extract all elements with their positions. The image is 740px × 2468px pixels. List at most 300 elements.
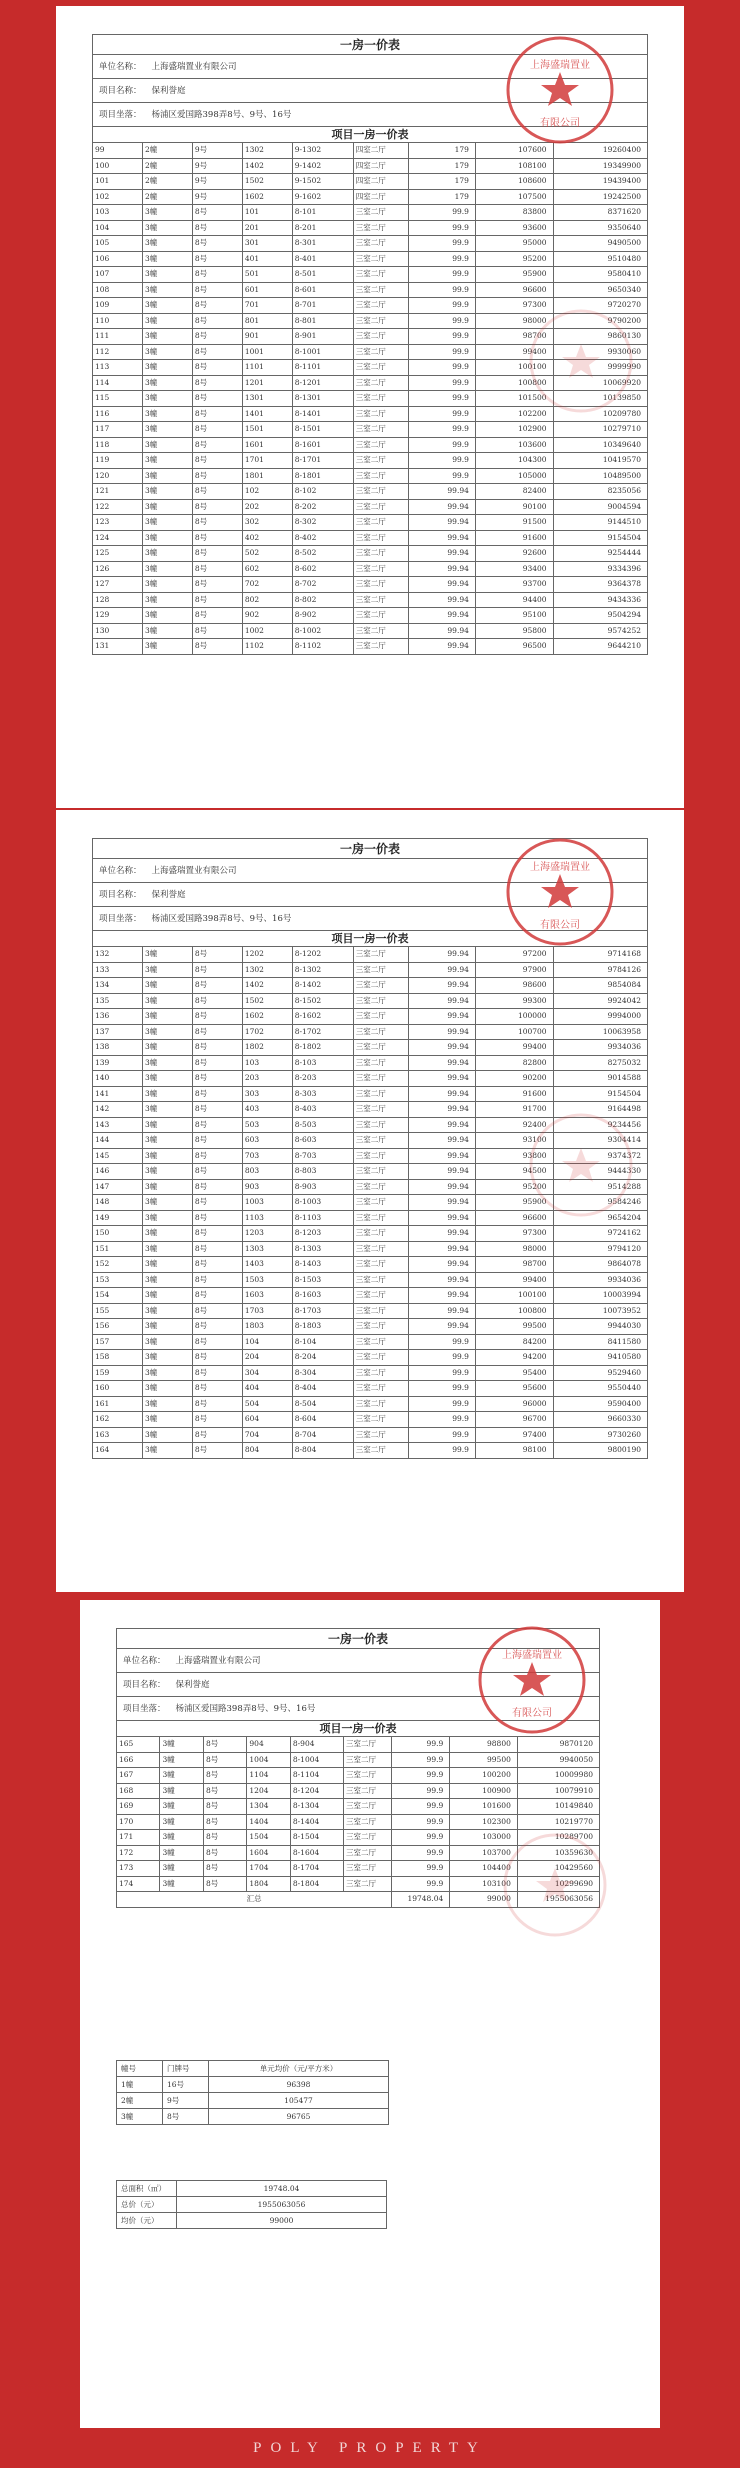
door-cell: 8号 (192, 1133, 242, 1149)
total-price-cell: 19439400 (553, 174, 647, 190)
building-cell: 3幢 (142, 1102, 192, 1118)
unit-cell: 8-1202 (292, 947, 353, 963)
unit-price-cell: 96600 (475, 282, 553, 298)
building-cell: 3幢 (142, 1055, 192, 1071)
serial-cell: 123 (93, 515, 143, 531)
door-cell: 8号 (192, 1226, 242, 1242)
door-cell: 8号 (192, 453, 242, 469)
total-price-cell: 9550440 (553, 1381, 647, 1397)
unit-price-cell: 98700 (475, 1257, 553, 1273)
serial-cell: 126 (93, 561, 143, 577)
price-table (92, 142, 648, 655)
unit-price-cell: 95400 (475, 1365, 553, 1381)
door-cell: 8号 (203, 1876, 246, 1892)
total-price-cell: 8411580 (553, 1334, 647, 1350)
company-label: 单位名称： (123, 1656, 166, 1666)
area-cell: 99.94 (409, 1102, 476, 1118)
area-cell: 99.94 (409, 515, 476, 531)
door-cell: 8号 (192, 1164, 242, 1180)
layout-cell: 三室二厅 (353, 1226, 409, 1242)
area-cell: 99.9 (409, 422, 476, 438)
unit-cell: 8-704 (292, 1427, 353, 1443)
unit-price-cell: 98000 (475, 1241, 553, 1257)
unit-cell: 8-1304 (290, 1799, 343, 1815)
unit-cell: 8-1201 (292, 375, 353, 391)
layout-cell: 三室二厅 (353, 978, 409, 994)
totals-label: 均价（元） (117, 2213, 177, 2229)
unit-price-cell: 98000 (475, 313, 553, 329)
table-title: 项目一房一价表 (92, 930, 648, 946)
unit-price-cell: 99400 (475, 344, 553, 360)
serial-cell: 108 (93, 282, 143, 298)
layout-cell: 三室二厅 (353, 360, 409, 376)
table-row (93, 313, 648, 329)
layout-cell: 三室二厅 (353, 1102, 409, 1118)
door-cell: 8号 (192, 623, 242, 639)
unit-cell: 8-602 (292, 561, 353, 577)
room-cell: 1504 (247, 1830, 290, 1846)
unit-price-cell: 93700 (475, 577, 553, 593)
unit-cell: 8-202 (292, 499, 353, 515)
door-cell: 8号 (192, 1024, 242, 1040)
building-cell: 3幢 (142, 282, 192, 298)
room-cell: 1702 (242, 1024, 292, 1040)
door-cell: 8号 (192, 422, 242, 438)
door-cell: 8号 (192, 1427, 242, 1443)
total-price-cell: 9364378 (553, 577, 647, 593)
door-cell: 8号 (203, 1799, 246, 1815)
total-price-cell: 9934036 (553, 1040, 647, 1056)
svg-text:上海盛瑞置业: 上海盛瑞置业 (530, 862, 590, 873)
unit-price-cell: 96600 (475, 1210, 553, 1226)
area-cell: 99.94 (409, 1055, 476, 1071)
room-cell: 204 (242, 1350, 292, 1366)
table-row (93, 1241, 648, 1257)
area-cell: 99.9 (409, 267, 476, 283)
door-cell: 8号 (192, 468, 242, 484)
unit-price-cell: 97300 (475, 1226, 553, 1242)
table-row (93, 1288, 648, 1304)
total-price-cell: 9644210 (553, 639, 647, 655)
unit-cell: 8-1401 (292, 406, 353, 422)
building-cell: 3幢 (142, 592, 192, 608)
layout-cell: 三室二厅 (353, 329, 409, 345)
unit-cell: 8-203 (292, 1071, 353, 1087)
building-cell: 3幢 (160, 1830, 203, 1846)
serial-cell: 162 (93, 1412, 143, 1428)
table-row (93, 1319, 648, 1335)
total-price-cell: 9590400 (553, 1396, 647, 1412)
unit-price-cell: 96398 (209, 2077, 389, 2093)
door-cell: 8号 (163, 2109, 209, 2125)
location-label: 项目坐落： (123, 1704, 166, 1714)
layout-cell: 三室二厅 (353, 1117, 409, 1133)
unit-price-cell: 83800 (475, 205, 553, 221)
unit-cell: 8-1803 (292, 1319, 353, 1335)
building-cell: 2幢 (142, 158, 192, 174)
total-price-cell: 9724162 (553, 1226, 647, 1242)
company-row (116, 1648, 600, 1672)
unit-cell: 8-1704 (290, 1861, 343, 1877)
unit-price-cell: 98700 (475, 329, 553, 345)
unit-price-cell: 82400 (475, 484, 553, 500)
unit-cell: 8-901 (292, 329, 353, 345)
door-cell: 8号 (192, 1303, 242, 1319)
door-cell: 8号 (192, 1350, 242, 1366)
building-cell: 3幢 (142, 1210, 192, 1226)
area-cell: 99.9 (392, 1845, 450, 1861)
total-price-cell: 9650340 (553, 282, 647, 298)
total-price-cell: 9730260 (553, 1427, 647, 1443)
layout-cell: 三室二厅 (353, 623, 409, 639)
room-cell: 1703 (242, 1303, 292, 1319)
building-summary-header (117, 2061, 389, 2077)
table-row (117, 1845, 600, 1861)
layout-cell: 三室二厅 (353, 391, 409, 407)
serial-cell: 147 (93, 1179, 143, 1195)
room-cell: 1403 (242, 1257, 292, 1273)
total-price-cell: 9864078 (553, 1257, 647, 1273)
total-price-cell: 9800190 (553, 1443, 647, 1459)
building-cell: 3幢 (142, 220, 192, 236)
serial-cell: 170 (117, 1814, 160, 1830)
unit-cell: 8-1702 (292, 1024, 353, 1040)
room-cell: 401 (242, 251, 292, 267)
door-cell: 9号 (163, 2093, 209, 2109)
layout-cell: 三室二厅 (353, 1086, 409, 1102)
area-cell: 99.94 (409, 608, 476, 624)
serial-cell: 103 (93, 205, 143, 221)
building-cell: 3幢 (142, 1009, 192, 1025)
serial-cell: 124 (93, 530, 143, 546)
layout-cell: 四室二厅 (353, 158, 409, 174)
total-price-cell: 9790200 (553, 313, 647, 329)
header-door: 门牌号 (163, 2061, 209, 2077)
unit-cell: 8-404 (292, 1381, 353, 1397)
door-cell: 8号 (192, 1210, 242, 1226)
room-cell: 801 (242, 313, 292, 329)
serial-cell: 116 (93, 406, 143, 422)
unit-price-cell: 95900 (475, 267, 553, 283)
table-title: 项目一房一价表 (116, 1720, 600, 1736)
building-cell: 3幢 (142, 236, 192, 252)
room-cell: 1804 (247, 1876, 290, 1892)
unit-cell: 8-903 (292, 1179, 353, 1195)
building-cell: 3幢 (160, 1768, 203, 1784)
table-row (93, 298, 648, 314)
totals-row-price (117, 2197, 387, 2213)
area-cell: 99.94 (409, 1195, 476, 1211)
area-cell: 99.94 (409, 1133, 476, 1149)
unit-cell: 8-1604 (290, 1845, 343, 1861)
building-cell: 3幢 (160, 1876, 203, 1892)
room-cell: 1704 (247, 1861, 290, 1877)
unit-cell: 9-1602 (292, 189, 353, 205)
project-row (92, 882, 648, 906)
serial-cell: 131 (93, 639, 143, 655)
area-cell: 99.9 (409, 1350, 476, 1366)
brand-footer: POLY PROPERTY (253, 2440, 487, 2456)
building-cell: 3幢 (142, 391, 192, 407)
building-cell: 3幢 (142, 499, 192, 515)
unit-cell: 8-1804 (290, 1876, 343, 1892)
room-cell: 1203 (242, 1226, 292, 1242)
serial-cell: 152 (93, 1257, 143, 1273)
building-cell: 3幢 (160, 1799, 203, 1815)
building-cell: 3幢 (160, 1814, 203, 1830)
serial-cell: 115 (93, 391, 143, 407)
building-cell: 3幢 (142, 1319, 192, 1335)
area-cell: 99.94 (409, 1086, 476, 1102)
area-cell: 99.94 (409, 546, 476, 562)
area-cell: 99.9 (409, 236, 476, 252)
layout-cell: 三室二厅 (353, 1055, 409, 1071)
door-cell: 8号 (192, 236, 242, 252)
unit-price-cell: 84200 (475, 1334, 553, 1350)
area-cell: 99.94 (409, 1257, 476, 1273)
table-row (93, 1396, 648, 1412)
serial-cell: 132 (93, 947, 143, 963)
building-cell: 3幢 (142, 947, 192, 963)
unit-price-cell: 91600 (475, 530, 553, 546)
unit-price-cell: 95900 (475, 1195, 553, 1211)
room-cell: 1103 (242, 1210, 292, 1226)
location-value: 杨浦区爱国路398弄8号、9号、16号 (175, 1704, 316, 1714)
table-row (93, 947, 648, 963)
room-cell: 901 (242, 329, 292, 345)
door-cell: 8号 (192, 1086, 242, 1102)
area-cell: 99.9 (409, 375, 476, 391)
unit-cell: 8-1204 (290, 1783, 343, 1799)
unit-cell: 8-1002 (292, 623, 353, 639)
unit-cell: 8-1503 (292, 1272, 353, 1288)
room-cell: 604 (242, 1412, 292, 1428)
door-cell: 8号 (192, 1148, 242, 1164)
area-cell: 99.9 (409, 1412, 476, 1428)
table-row (93, 1148, 648, 1164)
serial-cell: 161 (93, 1396, 143, 1412)
svg-text:上海盛瑞置业: 上海盛瑞置业 (502, 1650, 562, 1661)
svg-text:有限公司: 有限公司 (540, 118, 580, 129)
serial-cell: 118 (93, 437, 143, 453)
layout-cell: 三室二厅 (353, 1179, 409, 1195)
unit-cell: 8-201 (292, 220, 353, 236)
room-cell: 103 (242, 1055, 292, 1071)
layout-cell: 三室二厅 (353, 993, 409, 1009)
total-price-cell: 9714168 (553, 947, 647, 963)
door-cell: 8号 (192, 282, 242, 298)
serial-cell: 122 (93, 499, 143, 515)
total-price-cell: 19260400 (553, 143, 647, 159)
unit-cell: 8-904 (290, 1737, 343, 1753)
door-cell: 8号 (192, 608, 242, 624)
table-row (93, 1086, 648, 1102)
unit-price-cell: 105477 (209, 2093, 389, 2109)
table-row (93, 1009, 648, 1025)
serial-cell: 101 (93, 174, 143, 190)
table-row (93, 236, 648, 252)
total-price-cell: 10429560 (517, 1861, 599, 1877)
building-cell: 3幢 (142, 406, 192, 422)
door-cell: 8号 (203, 1768, 246, 1784)
serial-cell: 158 (93, 1350, 143, 1366)
area-cell: 99.9 (409, 453, 476, 469)
unit-cell: 8-401 (292, 251, 353, 267)
totals-value: 19748.04 (177, 2181, 387, 2197)
door-cell: 8号 (203, 1814, 246, 1830)
building-cell: 3幢 (142, 1241, 192, 1257)
layout-cell: 三室二厅 (353, 298, 409, 314)
layout-cell: 三室二厅 (353, 406, 409, 422)
door-cell: 8号 (192, 406, 242, 422)
total-row (117, 1892, 600, 1908)
total-price-cell: 9860130 (553, 329, 647, 345)
area-cell: 99.94 (409, 1117, 476, 1133)
building-cell: 3幢 (142, 422, 192, 438)
layout-cell: 三室二厅 (353, 499, 409, 515)
door-cell: 8号 (192, 592, 242, 608)
total-price-cell: 9660330 (553, 1412, 647, 1428)
unit-price-cell: 97400 (475, 1427, 553, 1443)
layout-cell: 三室二厅 (344, 1861, 392, 1877)
layout-cell: 三室二厅 (353, 453, 409, 469)
totals-summary (116, 2180, 387, 2229)
unit-cell: 8-1101 (292, 360, 353, 376)
building-cell: 3幢 (142, 1443, 192, 1459)
total-price-cell: 10079910 (517, 1783, 599, 1799)
serial-cell: 139 (93, 1055, 143, 1071)
unit-price-cell: 96700 (475, 1412, 553, 1428)
unit-price-cell: 98800 (450, 1737, 518, 1753)
room-cell: 201 (242, 220, 292, 236)
company-label: 单位名称： (99, 62, 142, 72)
unit-price-cell: 97300 (475, 298, 553, 314)
serial-cell: 164 (93, 1443, 143, 1459)
unit-price-cell: 99400 (475, 1040, 553, 1056)
layout-cell: 三室二厅 (353, 608, 409, 624)
serial-cell: 135 (93, 993, 143, 1009)
table-row (93, 158, 648, 174)
unit-cell: 8-702 (292, 577, 353, 593)
table-row (93, 1350, 648, 1366)
total-price-cell: 9934036 (553, 1272, 647, 1288)
building-cell: 3幢 (142, 1195, 192, 1211)
unit-price-cell: 91700 (475, 1102, 553, 1118)
building-cell: 3幢 (142, 1133, 192, 1149)
room-cell: 202 (242, 499, 292, 515)
door-cell: 8号 (192, 391, 242, 407)
table-row (93, 344, 648, 360)
table-row (93, 1195, 648, 1211)
area-cell: 179 (409, 174, 476, 190)
total-price-cell: 9870120 (517, 1737, 599, 1753)
total-price-cell: 9720270 (553, 298, 647, 314)
room-cell: 104 (242, 1334, 292, 1350)
total-price-cell: 9154504 (553, 530, 647, 546)
building-cell: 3幢 (160, 1861, 203, 1877)
total-price-cell: 9014588 (553, 1071, 647, 1087)
building-cell: 3幢 (142, 561, 192, 577)
unit-cell: 9-1402 (292, 158, 353, 174)
building-cell: 3幢 (142, 1334, 192, 1350)
room-cell: 203 (242, 1071, 292, 1087)
room-cell: 903 (242, 1179, 292, 1195)
area-cell: 99.9 (409, 251, 476, 267)
door-cell: 8号 (192, 1334, 242, 1350)
layout-cell: 三室二厅 (353, 344, 409, 360)
total-price-cell: 9434336 (553, 592, 647, 608)
project-value: 保利誉庭 (151, 890, 186, 900)
layout-cell: 三室二厅 (344, 1768, 392, 1784)
area-cell: 99.9 (392, 1830, 450, 1846)
unit-cell: 8-603 (292, 1133, 353, 1149)
door-cell: 8号 (192, 1117, 242, 1133)
serial-cell: 100 (93, 158, 143, 174)
layout-cell: 三室二厅 (353, 1381, 409, 1397)
table-row (93, 1164, 648, 1180)
unit-price-cell: 92400 (475, 1117, 553, 1133)
door-cell: 8号 (192, 978, 242, 994)
room-cell: 804 (242, 1443, 292, 1459)
total-price-cell: 9254444 (553, 546, 647, 562)
room-cell: 404 (242, 1381, 292, 1397)
area-cell: 99.94 (409, 1210, 476, 1226)
area-cell: 99.94 (409, 1164, 476, 1180)
layout-cell: 三室二厅 (353, 1319, 409, 1335)
serial-cell: 127 (93, 577, 143, 593)
company-row (92, 54, 648, 78)
layout-cell: 三室二厅 (344, 1814, 392, 1830)
unit-price-cell: 96765 (209, 2109, 389, 2125)
unit-price-cell: 100800 (475, 1303, 553, 1319)
area-cell: 99.94 (409, 1024, 476, 1040)
unit-price-cell: 103700 (450, 1845, 518, 1861)
unit-cell: 8-503 (292, 1117, 353, 1133)
room-cell: 102 (242, 484, 292, 500)
area-cell: 99.9 (409, 298, 476, 314)
building-cell: 3幢 (142, 205, 192, 221)
location-value: 杨浦区爱国路398弄8号、9号、16号 (151, 110, 292, 120)
unit-price-cell: 100900 (450, 1783, 518, 1799)
area-cell: 99.94 (409, 499, 476, 515)
svg-text:有限公司: 有限公司 (540, 920, 580, 931)
layout-cell: 三室二厅 (353, 1396, 409, 1412)
door-cell: 8号 (203, 1783, 246, 1799)
layout-cell: 三室二厅 (353, 1195, 409, 1211)
building-cell: 3幢 (142, 1086, 192, 1102)
room-cell: 1803 (242, 1319, 292, 1335)
building-cell: 3幢 (142, 344, 192, 360)
total-price-cell: 9574252 (553, 623, 647, 639)
area-cell: 99.9 (392, 1814, 450, 1830)
room-cell: 1004 (247, 1752, 290, 1768)
unit-cell: 8-302 (292, 515, 353, 531)
unit-price-cell: 100100 (475, 1288, 553, 1304)
unit-price-cell: 95600 (475, 1381, 553, 1397)
table-row (93, 406, 648, 422)
total-price-cell: 9374372 (553, 1148, 647, 1164)
unit-price-cell: 99500 (475, 1319, 553, 1335)
total-price-cell: 9924042 (553, 993, 647, 1009)
unit-price-cell: 93100 (475, 1133, 553, 1149)
layout-cell: 四室二厅 (353, 189, 409, 205)
layout-cell: 三室二厅 (353, 1071, 409, 1087)
unit-price-cell: 103100 (450, 1876, 518, 1892)
table-row (93, 1071, 648, 1087)
unit-cell: 8-703 (292, 1148, 353, 1164)
unit-price-cell: 102900 (475, 422, 553, 438)
price-table (116, 1736, 600, 1908)
